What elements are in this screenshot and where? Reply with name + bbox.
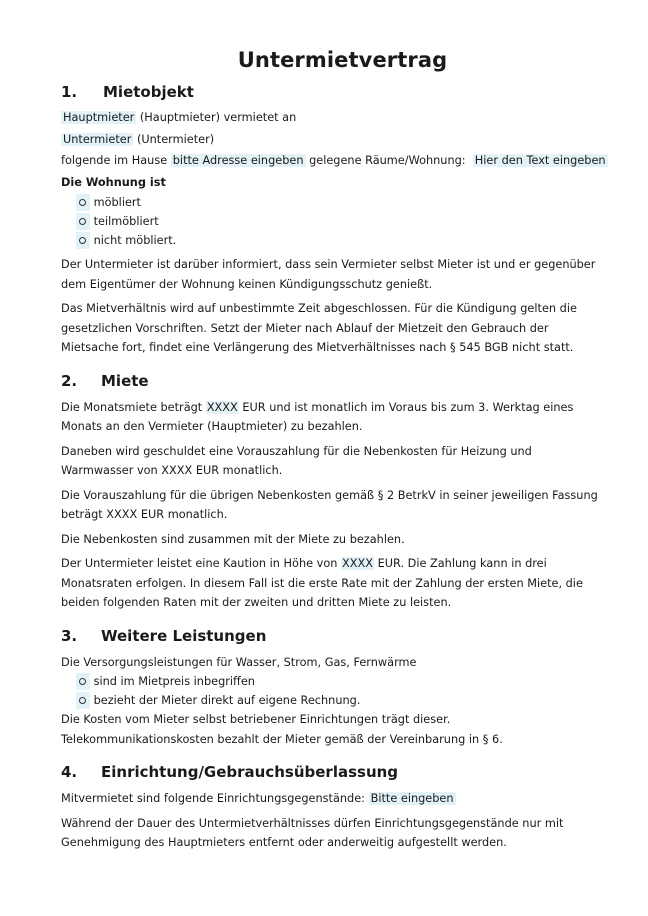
deposit-text: Der Untermieter leistet eine Kaution in Höhe von	[61, 557, 342, 570]
section-3-title: Weitere Leistungen	[101, 626, 267, 645]
section-4-heading	[61, 763, 606, 781]
payment-paragraph: Die Nebenkosten sind zusammen mit der Miete zu bezahlen.	[61, 532, 405, 546]
furnishing-options	[61, 193, 606, 250]
option-furnished[interactable]	[76, 193, 606, 212]
section-1-paragraph-2: Das Mietverhältnis wird auf unbestimmte Zeit abgeschlossen. Für die Kündigung gelten die gesetzlichen Vorschriften. Setzt der Mieter nach Ablauf der Mietzeit den Gebrauch der Mietsache fort, findet eine Verlängerung des Mietverhältnisses nach § 545 BGB nicht statt.	[61, 302, 577, 354]
house-text: folgende im Hause	[61, 154, 171, 167]
section-3-number: 3.	[61, 626, 78, 645]
apartment-label: Die Wohnung ist	[61, 175, 166, 189]
option-partly-furnished[interactable]	[76, 212, 606, 231]
section-1-number: 1.	[61, 83, 78, 101]
furnishings-text: Mitvermietet sind folgende Einrichtungsgegenstände:	[61, 792, 369, 805]
option-label: bezieht der Mieter direkt auf eigene Rechnung.	[93, 694, 361, 707]
section-1-heading	[61, 83, 606, 101]
section-3-heading	[61, 627, 606, 645]
section-4-paragraph: Während der Dauer des Untermietverhältnisses dürfen Einrichtungsgegenstände nur mit Genehmigung des Hauptmieters entfernt oder anderweitig aufgestellt werden.	[61, 816, 564, 849]
section-1-paragraph-1: Der Untermieter ist darüber informiert, dass sein Vermieter selbst Mieter ist und er gegenüber dem Eigentümer der Wohnung keinen Kündigungsschutz genießt.	[61, 258, 596, 291]
landlord-line	[61, 107, 606, 129]
option-label: teilmöbliert	[93, 215, 159, 228]
radio-icon[interactable]	[76, 213, 90, 230]
rent-text: Die Monatsmiete beträgt	[61, 400, 206, 414]
radio-icon[interactable]	[76, 194, 90, 211]
section-3-paragraph: Die Kosten vom Mieter selbst betriebener Einrichtungen trägt dieser. Telekommunikationskosten bezahlt der Mieter gemäß der Vereinbarung in § 6.	[61, 713, 503, 746]
tenant-field[interactable]: Untermieter	[63, 132, 132, 146]
section-1-title: Mietobjekt	[103, 83, 194, 101]
deposit-text-2: EUR. Die Zahlung kann in drei Monatsraten erfolgen. In diesem Fall ist die erste Rate mit der Zahlung der ersten Miete, die beiden folgenden Raten mit der zweiten und dritten Miete zu leisten.	[61, 557, 583, 609]
radio-icon[interactable]	[76, 673, 90, 690]
section-2-number: 2.	[61, 371, 78, 390]
tenant-text: (Untermieter)	[133, 132, 215, 146]
rent-amount-field[interactable]: XXXX	[206, 400, 238, 414]
rent-text-2: EUR und ist monatlich im Voraus bis zum 3. Werktag eines Monats an den Vermieter (Hauptmieter) zu bezahlen.	[61, 400, 574, 433]
utilities-paragraph: Die Vorauszahlung für die übrigen Nebenkosten gemäß § 2 BetrkV in seiner jeweiligen Fassung beträgt XXXX EUR monatlich.	[61, 488, 598, 521]
landlord-text: (Hauptmieter) vermietet an	[136, 111, 297, 124]
radio-icon[interactable]	[76, 692, 90, 709]
heating-paragraph: Daneben wird geschuldet eine Vorauszahlung für die Nebenkosten für Heizung und Warmwasser von XXXX EUR monatlich.	[61, 444, 532, 477]
rooms-field[interactable]: Hier den Text eingeben	[474, 154, 606, 167]
option-unfurnished[interactable]	[76, 231, 606, 250]
deposit-amount-field[interactable]: XXXX	[342, 557, 373, 570]
address-field[interactable]: bitte Adresse eingeben	[172, 154, 304, 167]
option-direct[interactable]	[76, 691, 606, 710]
section-2-heading	[61, 372, 606, 390]
option-included[interactable]	[76, 672, 606, 691]
section-2-title: Miete	[101, 371, 149, 390]
supply-intro: Die Versorgungsleistungen für Wasser, Strom, Gas, Fernwärme	[61, 655, 417, 669]
landlord-field[interactable]: Hauptmieter	[63, 111, 135, 124]
section-4-number: 4.	[61, 763, 78, 781]
option-label: möbliert	[93, 196, 141, 209]
rooms-text: gelegene Räume/Wohnung:	[305, 154, 470, 167]
option-label: nicht möbliert.	[93, 234, 177, 247]
section-4-title: Einrichtung/Gebrauchsüberlassung	[101, 763, 399, 781]
furnishings-paragraph	[61, 789, 606, 809]
rent-paragraph	[61, 398, 606, 437]
tenant-line	[61, 129, 606, 151]
supply-options	[61, 672, 606, 710]
radio-icon[interactable]	[76, 232, 90, 249]
address-line	[61, 150, 606, 172]
furnishings-field[interactable]: Bitte eingeben	[370, 792, 454, 805]
deposit-paragraph	[61, 554, 606, 613]
document-title: Untermietvertrag	[237, 48, 448, 72]
option-label: sind im Mietpreis inbegriffen	[93, 675, 255, 688]
